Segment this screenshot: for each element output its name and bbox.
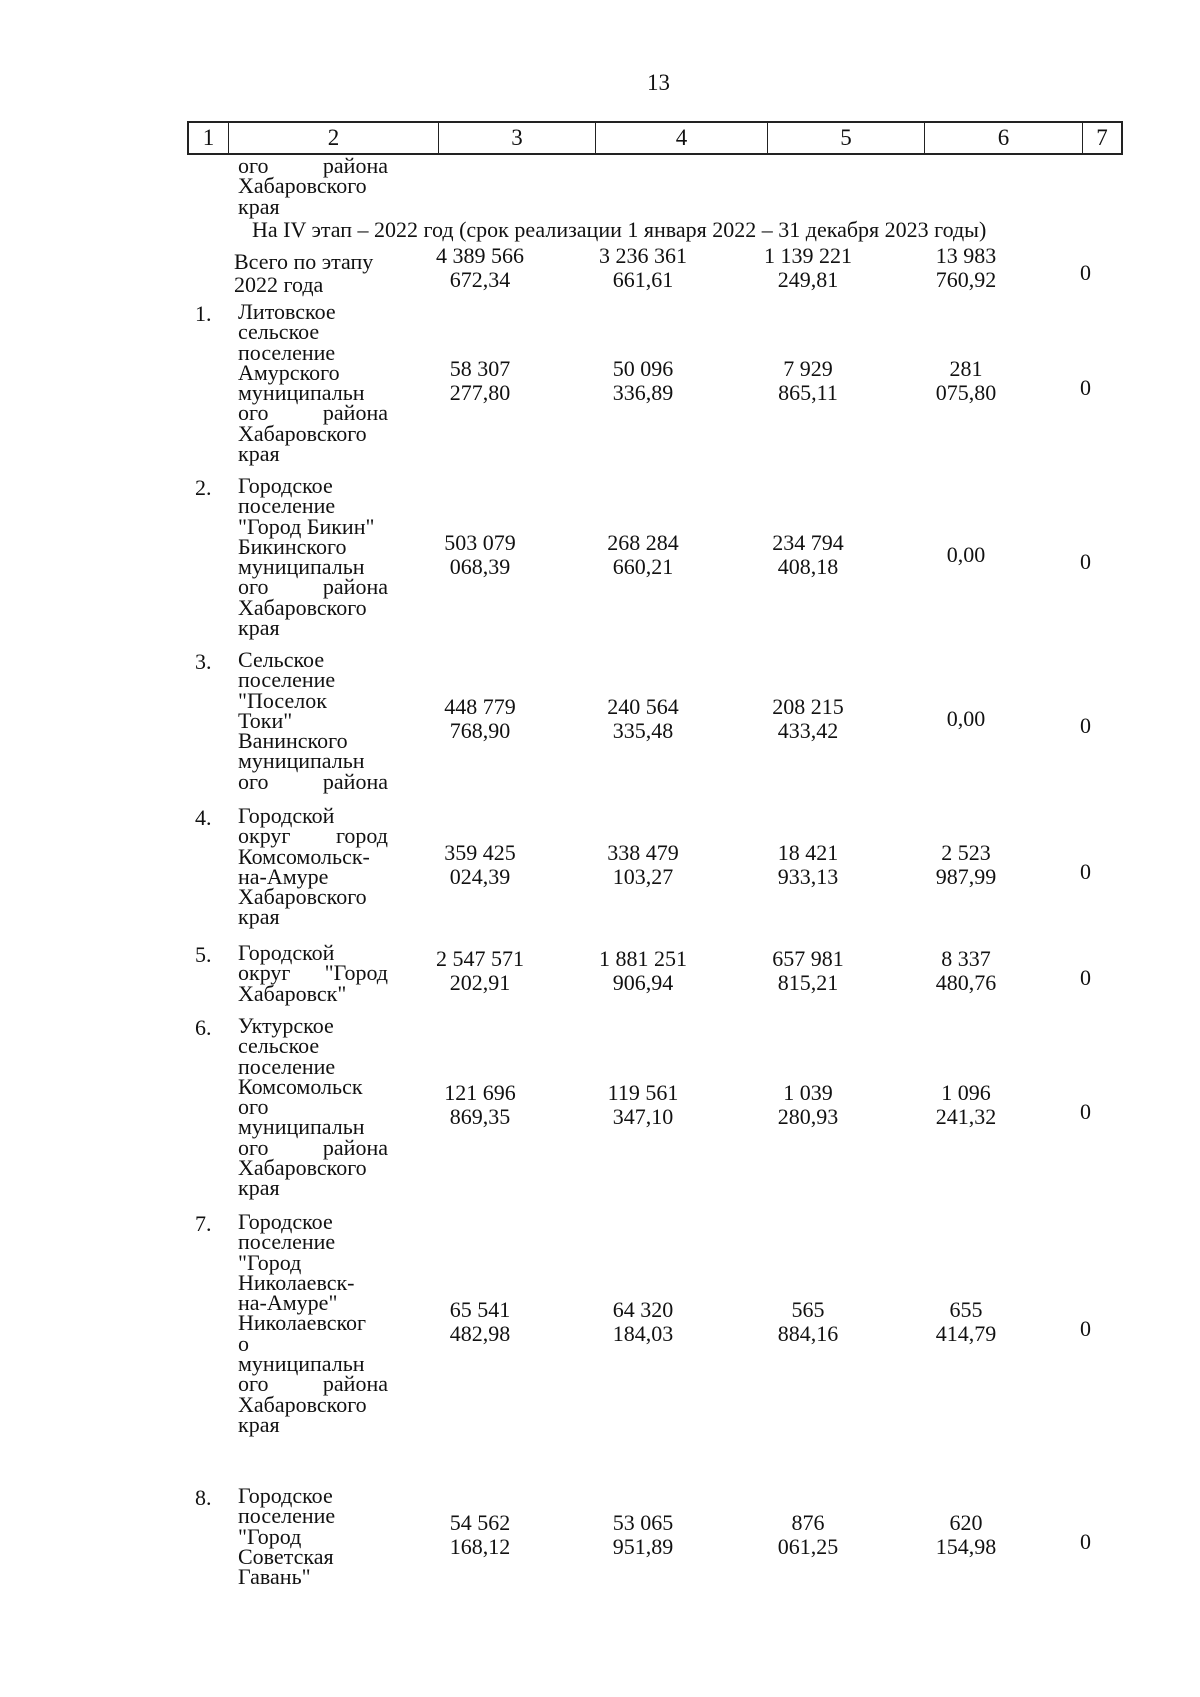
value-line: 241,32 xyxy=(935,1104,997,1130)
row-value-c7: 0 xyxy=(1080,375,1091,401)
value-line: 061,25 xyxy=(777,1533,839,1559)
total-c4 xyxy=(573,244,713,292)
row-value-c3 xyxy=(410,841,550,889)
total-label xyxy=(234,250,384,296)
row-value-c4 xyxy=(573,947,713,995)
row-name-line: края xyxy=(238,904,280,930)
row-name-line: округ город xyxy=(238,823,388,849)
row-name-line: Сельское xyxy=(238,647,325,672)
value-line: 50 096 xyxy=(612,356,674,382)
row-name-line: муниципальн xyxy=(238,1351,365,1377)
row-value-c3 xyxy=(410,1298,550,1346)
row-name-line: ого района xyxy=(238,1371,388,1397)
value-line: 240 564 xyxy=(607,694,679,720)
row-name-line: "Поселок xyxy=(238,687,327,713)
value-line: 433,42 xyxy=(777,718,839,744)
value-line: 54 562 xyxy=(449,1509,511,1535)
row-name-line: сельское xyxy=(238,319,320,345)
row-value-c4 xyxy=(573,1511,713,1559)
value-line: 103,27 xyxy=(612,863,674,889)
row-name-line: "Город Бикин" xyxy=(238,513,375,539)
carry-over-line: ого района xyxy=(238,153,388,178)
row-name-line: Городское xyxy=(238,1209,333,1234)
value-line: 208 215 xyxy=(772,694,844,720)
value-line: 414,79 xyxy=(935,1320,997,1346)
row-value-c6 xyxy=(896,1298,1036,1346)
value-line: 18 421 xyxy=(777,839,839,865)
row-value-c6 xyxy=(896,357,1036,405)
row-name-line: ого района xyxy=(238,768,388,794)
row-name-line: Бикинского xyxy=(238,533,347,559)
row-name xyxy=(238,647,388,794)
row-index: 1. xyxy=(195,301,212,326)
value-line: 0,00 xyxy=(946,542,986,568)
value-line: 154,98 xyxy=(935,1533,997,1559)
value-line: 335,48 xyxy=(612,718,674,744)
row-name-line: Хабаровского xyxy=(238,1155,367,1181)
value-line: 277,80 xyxy=(449,380,511,406)
row-name-line: Токи" xyxy=(238,707,293,733)
row-value-c5 xyxy=(738,1298,878,1346)
value-line: 987,99 xyxy=(935,863,997,889)
row-value-c3 xyxy=(410,531,550,579)
value-line: 884,16 xyxy=(777,1320,839,1346)
row-name-line: Городское xyxy=(238,473,333,498)
value-line: 4 389 566 xyxy=(436,243,524,268)
value-line: 281 xyxy=(949,356,983,382)
total-c7: 0 xyxy=(1080,260,1091,285)
value-line: 620 xyxy=(949,1509,983,1535)
row-name-line: Николаевског xyxy=(238,1310,367,1336)
value-line: 1 881 251 xyxy=(599,946,687,972)
row-name-line: округ "Город xyxy=(238,960,388,986)
value-line: 268 284 xyxy=(607,530,679,556)
value-line: 408,18 xyxy=(777,554,839,580)
total-label-line: 2022 года xyxy=(234,272,324,297)
value-line: 933,13 xyxy=(777,863,839,889)
value-line: 234 794 xyxy=(772,530,844,556)
row-name xyxy=(238,1013,388,1201)
value-line: 121 696 xyxy=(444,1080,516,1106)
row-name-line: края xyxy=(238,1175,280,1201)
value-line: 338 479 xyxy=(607,839,679,865)
value-line: 119 561 xyxy=(607,1080,679,1106)
value-line: 565 xyxy=(791,1296,825,1322)
row-value-c6 xyxy=(896,543,1036,567)
row-name xyxy=(238,803,388,930)
row-value-c4 xyxy=(573,357,713,405)
row-name-line: Уктурское xyxy=(238,1013,334,1038)
row-name-line: Советская xyxy=(238,1543,334,1569)
row-index: 7. xyxy=(195,1211,212,1236)
row-name-line: Николаевск- xyxy=(238,1269,355,1295)
page-number-text: 13 xyxy=(647,70,670,95)
row-value-c6 xyxy=(896,1511,1036,1559)
row-name-line: Ванинского xyxy=(238,728,348,754)
row-value-c5 xyxy=(738,531,878,579)
row-name-line: Хабаровского xyxy=(238,1391,367,1417)
value-line: 1 139 221 xyxy=(764,243,852,268)
stage-title: На IV этап – 2022 год (срок реализации 1 января 2022 – 31 декабря 2023 годы) xyxy=(252,217,987,242)
row-value-c6 xyxy=(896,1081,1036,1129)
row-value-c3 xyxy=(410,1511,550,1559)
table-header xyxy=(187,121,1123,155)
value-line: 075,80 xyxy=(935,380,997,406)
value-line: 660,21 xyxy=(612,554,674,580)
value-line: 869,35 xyxy=(449,1104,511,1130)
value-line: 13 983 xyxy=(935,243,997,268)
row-name-line: края xyxy=(238,615,280,641)
value-line: 024,39 xyxy=(449,863,511,889)
row-name-line: поселение xyxy=(238,1503,336,1529)
value-line: 202,91 xyxy=(449,970,511,996)
row-value-c5 xyxy=(738,357,878,405)
row-name-line: поселение xyxy=(238,1229,336,1255)
row-value-c4 xyxy=(573,1298,713,1346)
row-value-c3 xyxy=(410,1081,550,1129)
value-line: 865,11 xyxy=(778,380,838,406)
row-name-line: сельское xyxy=(238,1033,320,1059)
row-name xyxy=(238,940,388,1006)
row-name-line: ого района xyxy=(238,400,388,426)
row-value-c4 xyxy=(573,1081,713,1129)
total-c3 xyxy=(410,244,550,292)
row-name-line: ого района xyxy=(238,574,388,600)
carry-over-line: края xyxy=(238,193,280,219)
row-name-line: Литовское xyxy=(238,299,336,324)
header-cell-6: 6 xyxy=(925,123,1083,153)
row-name xyxy=(238,1209,388,1437)
value-line: 448 779 xyxy=(444,694,516,720)
row-name-line: Городской xyxy=(238,940,335,965)
row-value-c6 xyxy=(896,707,1036,731)
row-index: 2. xyxy=(195,475,212,500)
row-name xyxy=(238,299,388,467)
value-line: 2 523 xyxy=(941,839,991,865)
row-name-line: Хабаровск" xyxy=(238,980,347,1006)
row-name-line: муниципальн xyxy=(238,748,365,774)
value-line: 480,76 xyxy=(935,970,997,996)
row-name-line: на-Амуре xyxy=(238,863,329,889)
row-value-c5 xyxy=(738,841,878,889)
value-line: 3 236 361 xyxy=(599,243,687,268)
row-value-c4 xyxy=(573,531,713,579)
value-line: 768,90 xyxy=(449,718,511,744)
row-name-line: края xyxy=(238,441,280,467)
row-index: 8. xyxy=(195,1485,212,1510)
value-line: 359 425 xyxy=(444,839,516,865)
value-line: 760,92 xyxy=(935,267,997,292)
carry-over-line: Хабаровского xyxy=(238,173,367,199)
row-name-line: "Город xyxy=(238,1249,302,1275)
header-cell-4: 4 xyxy=(596,123,768,153)
row-value-c5 xyxy=(738,947,878,995)
value-line: 7 929 xyxy=(783,356,833,382)
row-name-line: Амурского xyxy=(238,359,340,385)
row-value-c6 xyxy=(896,841,1036,889)
value-line: 336,89 xyxy=(612,380,674,406)
row-name-line: поселение xyxy=(238,1053,336,1079)
row-name-line: Комсомольск- xyxy=(238,843,370,869)
value-line: 8 337 xyxy=(941,946,991,972)
value-line: 249,81 xyxy=(777,267,839,292)
row-value-c7: 0 xyxy=(1080,1315,1091,1341)
row-name-line: края xyxy=(238,1411,280,1437)
row-name-line: Гавань" xyxy=(238,1564,311,1590)
value-line: 876 xyxy=(791,1509,825,1535)
row-name xyxy=(238,1483,388,1590)
row-value-c7: 0 xyxy=(1080,1099,1091,1125)
value-line: 068,39 xyxy=(449,554,511,580)
value-line: 657 981 xyxy=(772,946,844,972)
row-name-line: Хабаровского xyxy=(238,420,367,446)
header-cell-2: 2 xyxy=(229,123,439,153)
value-line: 503 079 xyxy=(444,530,516,556)
row-index: 3. xyxy=(195,649,212,674)
row-value-c7: 0 xyxy=(1080,858,1091,884)
row-index: 4. xyxy=(195,805,212,830)
row-name-line: Комсомольск xyxy=(238,1073,363,1099)
row-name-line: муниципальн xyxy=(238,380,365,406)
row-value-c5 xyxy=(738,1081,878,1129)
value-line: 655 xyxy=(949,1296,983,1322)
row-name-line: поселение xyxy=(238,493,336,519)
row-name-line: Городское xyxy=(238,1483,333,1508)
row-value-c7: 0 xyxy=(1080,965,1091,991)
value-line: 65 541 xyxy=(449,1296,511,1322)
row-name-line: муниципальн xyxy=(238,554,365,580)
value-line: 672,34 xyxy=(449,267,511,292)
row-name-line: на-Амуре" xyxy=(238,1290,338,1316)
value-line: 58 307 xyxy=(449,356,511,382)
total-c6 xyxy=(896,244,1036,292)
value-line: 2 547 571 xyxy=(436,946,524,972)
row-name-line: поселение xyxy=(238,667,336,693)
row-value-c3 xyxy=(410,947,550,995)
row-name-line: Городской xyxy=(238,803,335,828)
header-cell-5: 5 xyxy=(768,123,925,153)
row-name-line: муниципальн xyxy=(238,1114,365,1140)
value-line: 168,12 xyxy=(449,1533,511,1559)
value-line: 280,93 xyxy=(777,1104,839,1130)
header-cell-3: 3 xyxy=(439,123,596,153)
value-line: 661,61 xyxy=(612,267,674,292)
row-value-c7: 0 xyxy=(1080,1528,1091,1554)
row-name-line: поселение xyxy=(238,339,336,365)
row-name-line: о xyxy=(238,1330,249,1356)
value-line: 951,89 xyxy=(612,1533,674,1559)
row-value-c3 xyxy=(410,695,550,743)
row-value-c4 xyxy=(573,695,713,743)
row-value-c5 xyxy=(738,695,878,743)
row-name-line: ого района xyxy=(238,1134,388,1160)
row-value-c6 xyxy=(896,947,1036,995)
header-cell-7: 7 xyxy=(1096,125,1108,150)
value-line: 184,03 xyxy=(612,1320,674,1346)
row-value-c7: 0 xyxy=(1080,713,1091,739)
row-value-c4 xyxy=(573,841,713,889)
row-value-c5 xyxy=(738,1511,878,1559)
row-name-line: Хабаровского xyxy=(238,884,367,910)
row-name-line: "Город xyxy=(238,1523,302,1549)
row-index: 5. xyxy=(195,942,212,967)
value-line: 815,21 xyxy=(777,970,839,996)
value-line: 1 096 xyxy=(941,1080,991,1106)
value-line: 1 039 xyxy=(783,1080,833,1106)
row-value-c3 xyxy=(410,357,550,405)
header-cell-1: 1 xyxy=(189,123,229,153)
row-name-line: ого xyxy=(238,1094,269,1120)
row-value-c7: 0 xyxy=(1080,549,1091,575)
row-name xyxy=(238,473,388,641)
total-c5 xyxy=(738,244,878,292)
total-label-line: Всего по этапу xyxy=(234,249,374,274)
value-line: 482,98 xyxy=(449,1320,511,1346)
row-name-line: Хабаровского xyxy=(238,594,367,620)
value-line: 906,94 xyxy=(612,970,674,996)
value-line: 64 320 xyxy=(612,1296,674,1322)
value-line: 53 065 xyxy=(612,1509,674,1535)
value-line: 0,00 xyxy=(946,706,986,732)
carry-over-name xyxy=(238,153,388,219)
row-index: 6. xyxy=(195,1015,212,1040)
value-line: 347,10 xyxy=(612,1104,674,1130)
